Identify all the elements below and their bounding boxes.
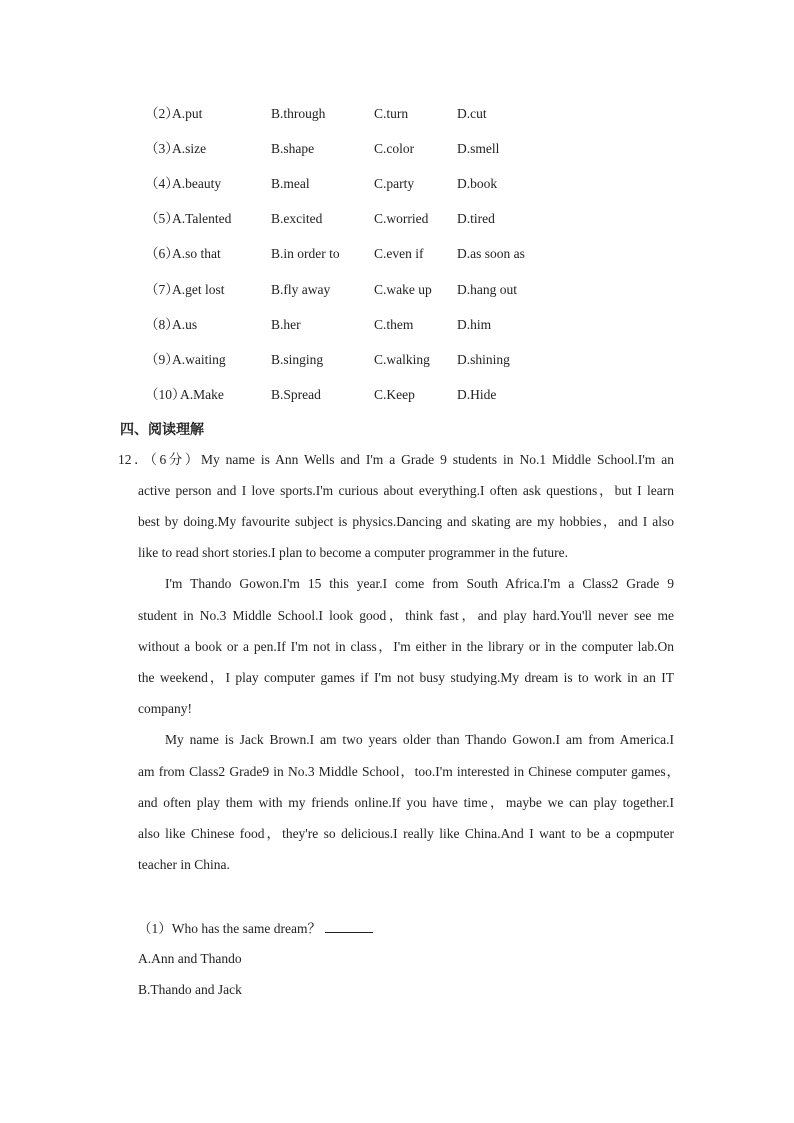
option-a[interactable]: A.waiting <box>172 351 226 367</box>
section-heading: 四、阅读理解 <box>120 422 204 438</box>
option-row <box>0 315 794 335</box>
passage-line <box>118 450 674 470</box>
sub-question-1 <box>138 918 373 938</box>
option-b[interactable]: B.meal <box>271 176 310 192</box>
option-b[interactable]: B.in order to <box>271 246 340 262</box>
option-c[interactable]: C.party <box>374 176 415 192</box>
option-b[interactable]: B.singing <box>271 351 324 367</box>
passage-line: company! <box>138 701 192 716</box>
option-row <box>0 350 794 370</box>
option-c[interactable]: C.color <box>374 141 415 157</box>
option-a[interactable]: A.us <box>172 316 198 332</box>
passage-line: I'm Thando Gowon.I'm 15 this year.I come from South Africa.I'm a Class2 Grade 9 <box>165 576 674 591</box>
choice-b[interactable]: B.Thando and Jack <box>138 982 242 997</box>
option-d[interactable]: D.hang out <box>457 281 517 297</box>
option-d[interactable]: D.smell <box>457 141 500 157</box>
option-b[interactable]: B.through <box>271 106 326 121</box>
question-number-label: （3） <box>145 141 179 157</box>
passage-text: My name is Ann Wells and I'm a Grade 9 students in No.1 Middle School.I'm an <box>200 452 674 467</box>
option-c[interactable]: C.walking <box>374 351 430 367</box>
option-a[interactable]: A.beauty <box>172 176 222 192</box>
option-d[interactable]: D.shining <box>457 351 510 367</box>
option-a[interactable]: A.Make <box>180 386 224 402</box>
question-number-label: （7） <box>145 281 179 297</box>
option-d[interactable]: D.cut <box>457 106 487 121</box>
passage-line: best by doing.My favourite subject is physics.Dancing and skating are my hobbies，and I also <box>138 514 674 529</box>
option-row <box>0 385 794 405</box>
option-c[interactable]: C.worried <box>374 211 429 227</box>
option-row <box>0 209 794 229</box>
option-a[interactable]: A.get lost <box>172 281 225 297</box>
option-b[interactable]: B.her <box>271 316 301 332</box>
option-row <box>0 139 794 159</box>
question-number-label: （10） <box>145 386 186 402</box>
option-d[interactable]: D.book <box>457 176 498 192</box>
passage-line: teacher in China. <box>138 857 230 872</box>
option-c[interactable]: C.even if <box>374 246 424 262</box>
passage-line: active person and I love sports.I'm curious about everything.I often ask questions，but I learn <box>138 483 674 498</box>
passage-line: am from Class2 Grade9 in No.3 Middle School，too.I'm interested in Chinese computer games， <box>138 764 680 779</box>
passage-line: without a book or a pen.If I'm not in class，I'm either in the library or in the computer lab.On <box>138 639 674 654</box>
passage-line: and often play them with my friends online.If you have time，maybe we can play together.I <box>138 795 674 810</box>
option-b[interactable]: B.excited <box>271 211 323 227</box>
option-d[interactable]: D.as soon as <box>457 246 525 262</box>
question-number-label: （5） <box>145 211 179 227</box>
option-b[interactable]: B.Spread <box>271 386 321 402</box>
option-row <box>0 174 794 194</box>
option-a[interactable]: A.Talented <box>172 211 232 227</box>
option-row <box>0 244 794 264</box>
option-d[interactable]: D.him <box>457 316 492 332</box>
option-c[interactable]: C.them <box>374 316 414 332</box>
option-a[interactable]: A.so that <box>172 246 221 262</box>
option-b[interactable]: B.fly away <box>271 281 331 297</box>
option-a[interactable]: A.put <box>172 106 203 121</box>
sub-question-prompt: （1）Who has the same dream？ <box>138 921 321 936</box>
option-b[interactable]: B.shape <box>271 141 315 157</box>
question-number-label: （4） <box>145 176 179 192</box>
question-number-label: （8） <box>145 316 179 332</box>
answer-blank[interactable] <box>325 918 373 933</box>
option-d[interactable]: D.tired <box>457 211 495 227</box>
passage-line: My name is Jack Brown.I am two years older than Thando Gowon.I am from America.I <box>165 732 674 747</box>
passage-line: the weekend，I play computer games if I'm not busy studying.My dream is to work in an IT <box>138 670 674 685</box>
question-number-label: （2） <box>145 106 179 121</box>
option-d[interactable]: D.Hide <box>457 386 497 402</box>
question-number: 12．（6分） <box>118 452 201 467</box>
passage-line: also like Chinese food，they're so delicious.I really like China.And I want to be a copmputer <box>138 826 674 841</box>
option-c[interactable]: C.Keep <box>374 386 415 402</box>
option-row <box>0 104 794 124</box>
question-number-label: （9） <box>145 351 179 367</box>
passage-line: student in No.3 Middle School.I look good，think fast，and play hard.You'll never see me <box>138 608 674 623</box>
option-row <box>0 280 794 300</box>
choice-a[interactable]: A.Ann and Thando <box>138 951 242 966</box>
option-c[interactable]: C.wake up <box>374 281 432 297</box>
question-number-label: （6） <box>145 246 179 262</box>
option-c[interactable]: C.turn <box>374 106 409 121</box>
option-a[interactable]: A.size <box>172 141 207 157</box>
passage-line: like to read short stories.I plan to become a computer programmer in the future. <box>138 545 568 560</box>
